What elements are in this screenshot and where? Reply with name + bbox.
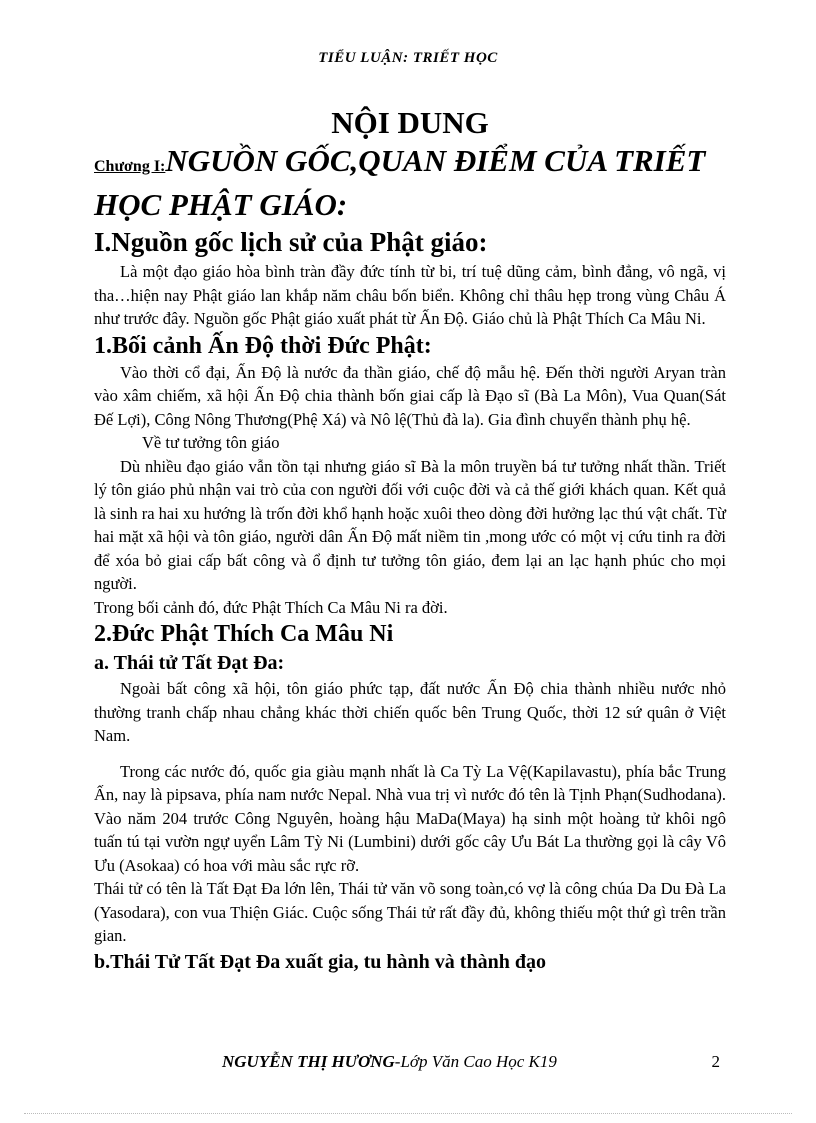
section-heading: I.Nguồn gốc lịch sử của Phật giáo: <box>94 227 488 257</box>
paragraph: Vào thời cổ đại, Ấn Độ là nước đa thần giáo, chế độ mẫu hệ. Đến thời người Aryan tràn vào xâm chiếm, xã hội Ấn Độ chia thành bốn giai cấp là Đạo sĩ (Bà La Môn), Vua Quan(Sát Đế Lợi), Công Nông Thương(Phệ Xá) và Nô lệ(Thủ đà la). Gia đình chuyển thành phụ hệ. <box>94 362 726 429</box>
author-name: NGUYỄN THỊ HƯƠNG <box>222 1052 395 1071</box>
chapter-title-line2: HỌC PHẬT GIÁO: <box>94 187 348 222</box>
sub-subsection-heading: a. Thái tử Tất Đạt Đa: <box>94 652 285 674</box>
page-footer <box>94 1052 726 1076</box>
page-number: 2 <box>711 1052 720 1071</box>
paragraph: Trong bối cảnh đó, đức Phật Thích Ca Mâu Ni ra đời. <box>94 597 448 617</box>
subsection-heading: 1.Bối cảnh Ấn Độ thời Đức Phật: <box>94 332 432 359</box>
paragraph: Là một đạo giáo hòa bình tràn đầy đức tính từ bi, trí tuệ dũng cảm, bình đẳng, vô ngã, vị tha…hiện nay Phật giáo lan khắp năm châu bốn biển. Không chỉ thâu hẹp trong vùng Châu Á như trước đây. Nguồn gốc Phật giáo xuất phát từ Ấn Độ. Giáo chủ là Phật Thích Ca Mâu Ni. <box>94 262 726 328</box>
chapter-label: Chương I: <box>94 158 166 175</box>
paragraph-subtitle: Về tư tưởng tôn giáo <box>142 433 280 452</box>
footer-author <box>222 1052 557 1072</box>
paragraph: Trong các nước đó, quốc gia giàu mạnh nhất là Ca Tỳ La Vệ(Kapilavastu), phía bắc Trung Ấn, nay là pipsava, phía nam nước Nepal. Nhà vua trị vì nước đó tên là Tịnh Phạn(Sudhodana). Vào năm 204 trước Công Nguyên, hoàng hậu MaDa(Maya) hạ sinh một hoàng tử khôi ngô tuấn tú tại vườn ngự uyển Lâm Tỳ Ni (Lumbini) dưới gốc cây Ưu Bát La thường gọi là cây Vô Ưu (Asokaa) có hoa với màu sắc rực rỡ. <box>94 761 726 875</box>
sub-subsection-heading: b.Thái Tử Tất Đạt Đa xuất gia, tu hành và thành đạo <box>94 950 546 973</box>
running-header: TIỂU LUẬN: TRIẾT HỌC <box>318 50 498 66</box>
chapter-title <box>94 142 726 186</box>
main-heading: NỘI DUNG <box>331 105 489 140</box>
paragraph: Thái tử có tên là Tất Đạt Đa lớn lên, Thái tử văn võ song toàn,có vợ là công chúa Da Du Đà La (Yasodara), con vua Thiện Giác. Cuộc sống Thái tử rất đầy đủ, không thiếu một thứ gì trên trần gian. <box>94 879 726 945</box>
chapter-title-line1: NGUỒN GỐC,QUAN ĐIỂM CỦA TRIẾT <box>165 143 706 178</box>
subsection-heading: 2.Đức Phật Thích Ca Mâu Ni <box>94 621 394 647</box>
page-bottom-divider <box>24 1113 792 1114</box>
author-class: -Lớp Văn Cao Học K19 <box>394 1052 557 1071</box>
page-content <box>94 104 726 976</box>
paragraph: Ngoài bất công xã hội, tôn giáo phức tạp, đất nước Ấn Độ chia thành nhiều nước nhỏ thường tranh chấp nhau chẳng khác thời chiến quốc bên Trung Quốc, thời 12 sứ quân ở Việt Nam. <box>94 679 726 745</box>
paragraph: Dù nhiều đạo giáo vẫn tồn tại nhưng giáo sĩ Bà la môn truyền bá tư tưởng nhất thần. Triết lý tôn giáo phủ nhận vai trò của con người đối với cuộc đời và cả thế giới khách quan. Kết quả là sinh ra hai xu hướng là trốn đời khổ hạnh hoặc xuôi theo dòng đời hưởng lạc thú vật chất. Từ hai mặt xã hội và tôn giáo, người dân Ấn Độ mất niềm tin ,mong ước có một vị cứu tinh ra đời để xóa bỏ giai cấp bất công và ổ định tư tưởng tôn giáo, đem lại an lạc hạnh phúc cho mọi người. <box>94 456 726 593</box>
